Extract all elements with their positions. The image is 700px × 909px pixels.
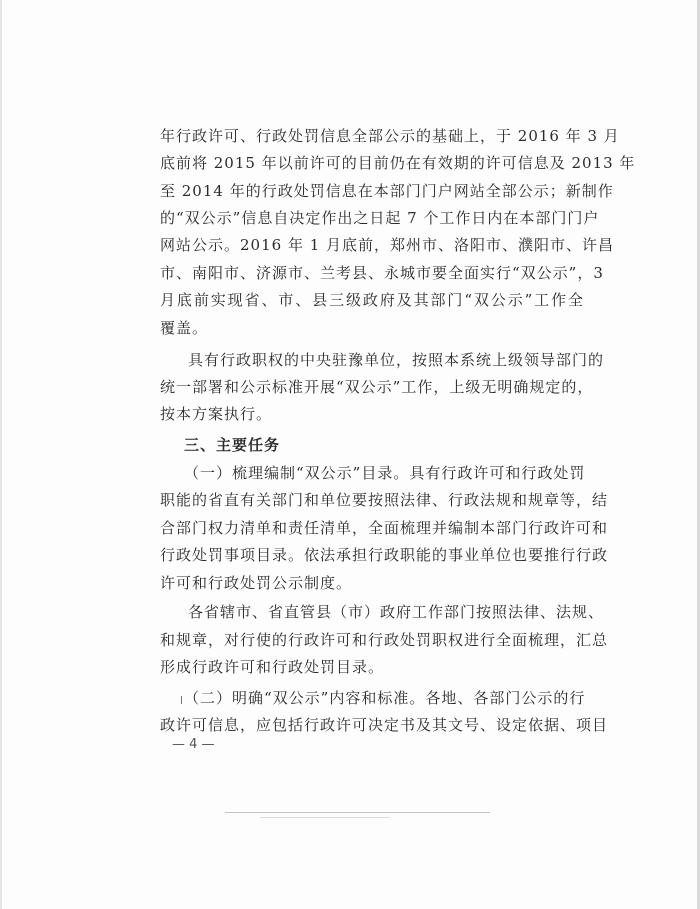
text-line: 至 2014 年的行政处罚信息在本部门门户网站全部公示；新制作: [160, 182, 614, 200]
text-line: 统一部署和公示标准开展“双公示”工作，上级无明确规定的，: [160, 378, 594, 396]
page-number: — 4 —: [172, 737, 215, 752]
text-line: 月底前实现省、市、县三级政府及其部门“双公示”工作全: [160, 291, 584, 309]
text-line: 职能的省直有关部门和单位要按照法律、行政法规和规章等，结: [160, 491, 609, 509]
scan-artifact-line: [260, 817, 390, 818]
text-line: 和规章，对行使的行政许可和行政处罚职权进行全面梳理，汇总: [160, 631, 609, 649]
text-line: 许可和行政处罚公示制度。: [160, 574, 353, 592]
text-line: 具有行政职权的中央驻豫单位，按照本系统上级领导部门的: [188, 351, 605, 369]
text-line: 的“双公示”信息自决定作出之日起 7 个工作日内在本部门门户: [160, 209, 600, 227]
text-line: （一）梳理编制“双公示”目录。具有行政许可和行政处罚: [184, 464, 586, 482]
text-line: 底前将 2015 年以前许可的目前仍在有效期的许可信息及 2013 年: [160, 154, 636, 172]
text-line: 形成行政许可和行政处罚目录。: [160, 658, 385, 676]
text-line: 按本方案执行。: [160, 405, 273, 423]
scan-artifact-line: [225, 812, 490, 813]
section-heading: 三、主要任务: [184, 436, 281, 454]
scan-edge-left: [0, 0, 2, 909]
text-line: 市、南阳市、济源市、兰考县、永城市要全面实行“双公示”，3: [160, 264, 604, 282]
text-line: 网站公示。2016 年 1 月底前，郑州市、洛阳市、濮阳市、许昌: [160, 236, 615, 254]
text-line: 政许可信息，应包括行政许可决定书及其文号、设定依据、项目: [160, 716, 609, 734]
scan-mark: [181, 696, 182, 704]
text-line: 行政处罚事项目录。依法承担行政职能的事业单位也要推行行政: [160, 546, 609, 564]
text-line: 覆盖。: [160, 319, 209, 337]
text-line: 年行政许可、行政处罚信息全部公示的基础上，于 2016 年 3 月: [160, 127, 620, 145]
text-line: 合部门权力清单和责任清单，全面梳理并编制本部门行政许可和: [160, 519, 609, 537]
text-line: 各省辖市、省直管县（市）政府工作部门按照法律、法规、: [188, 603, 605, 621]
text-line: （二）明确“双公示”内容和标准。各地、各部门公示的行: [184, 689, 586, 707]
